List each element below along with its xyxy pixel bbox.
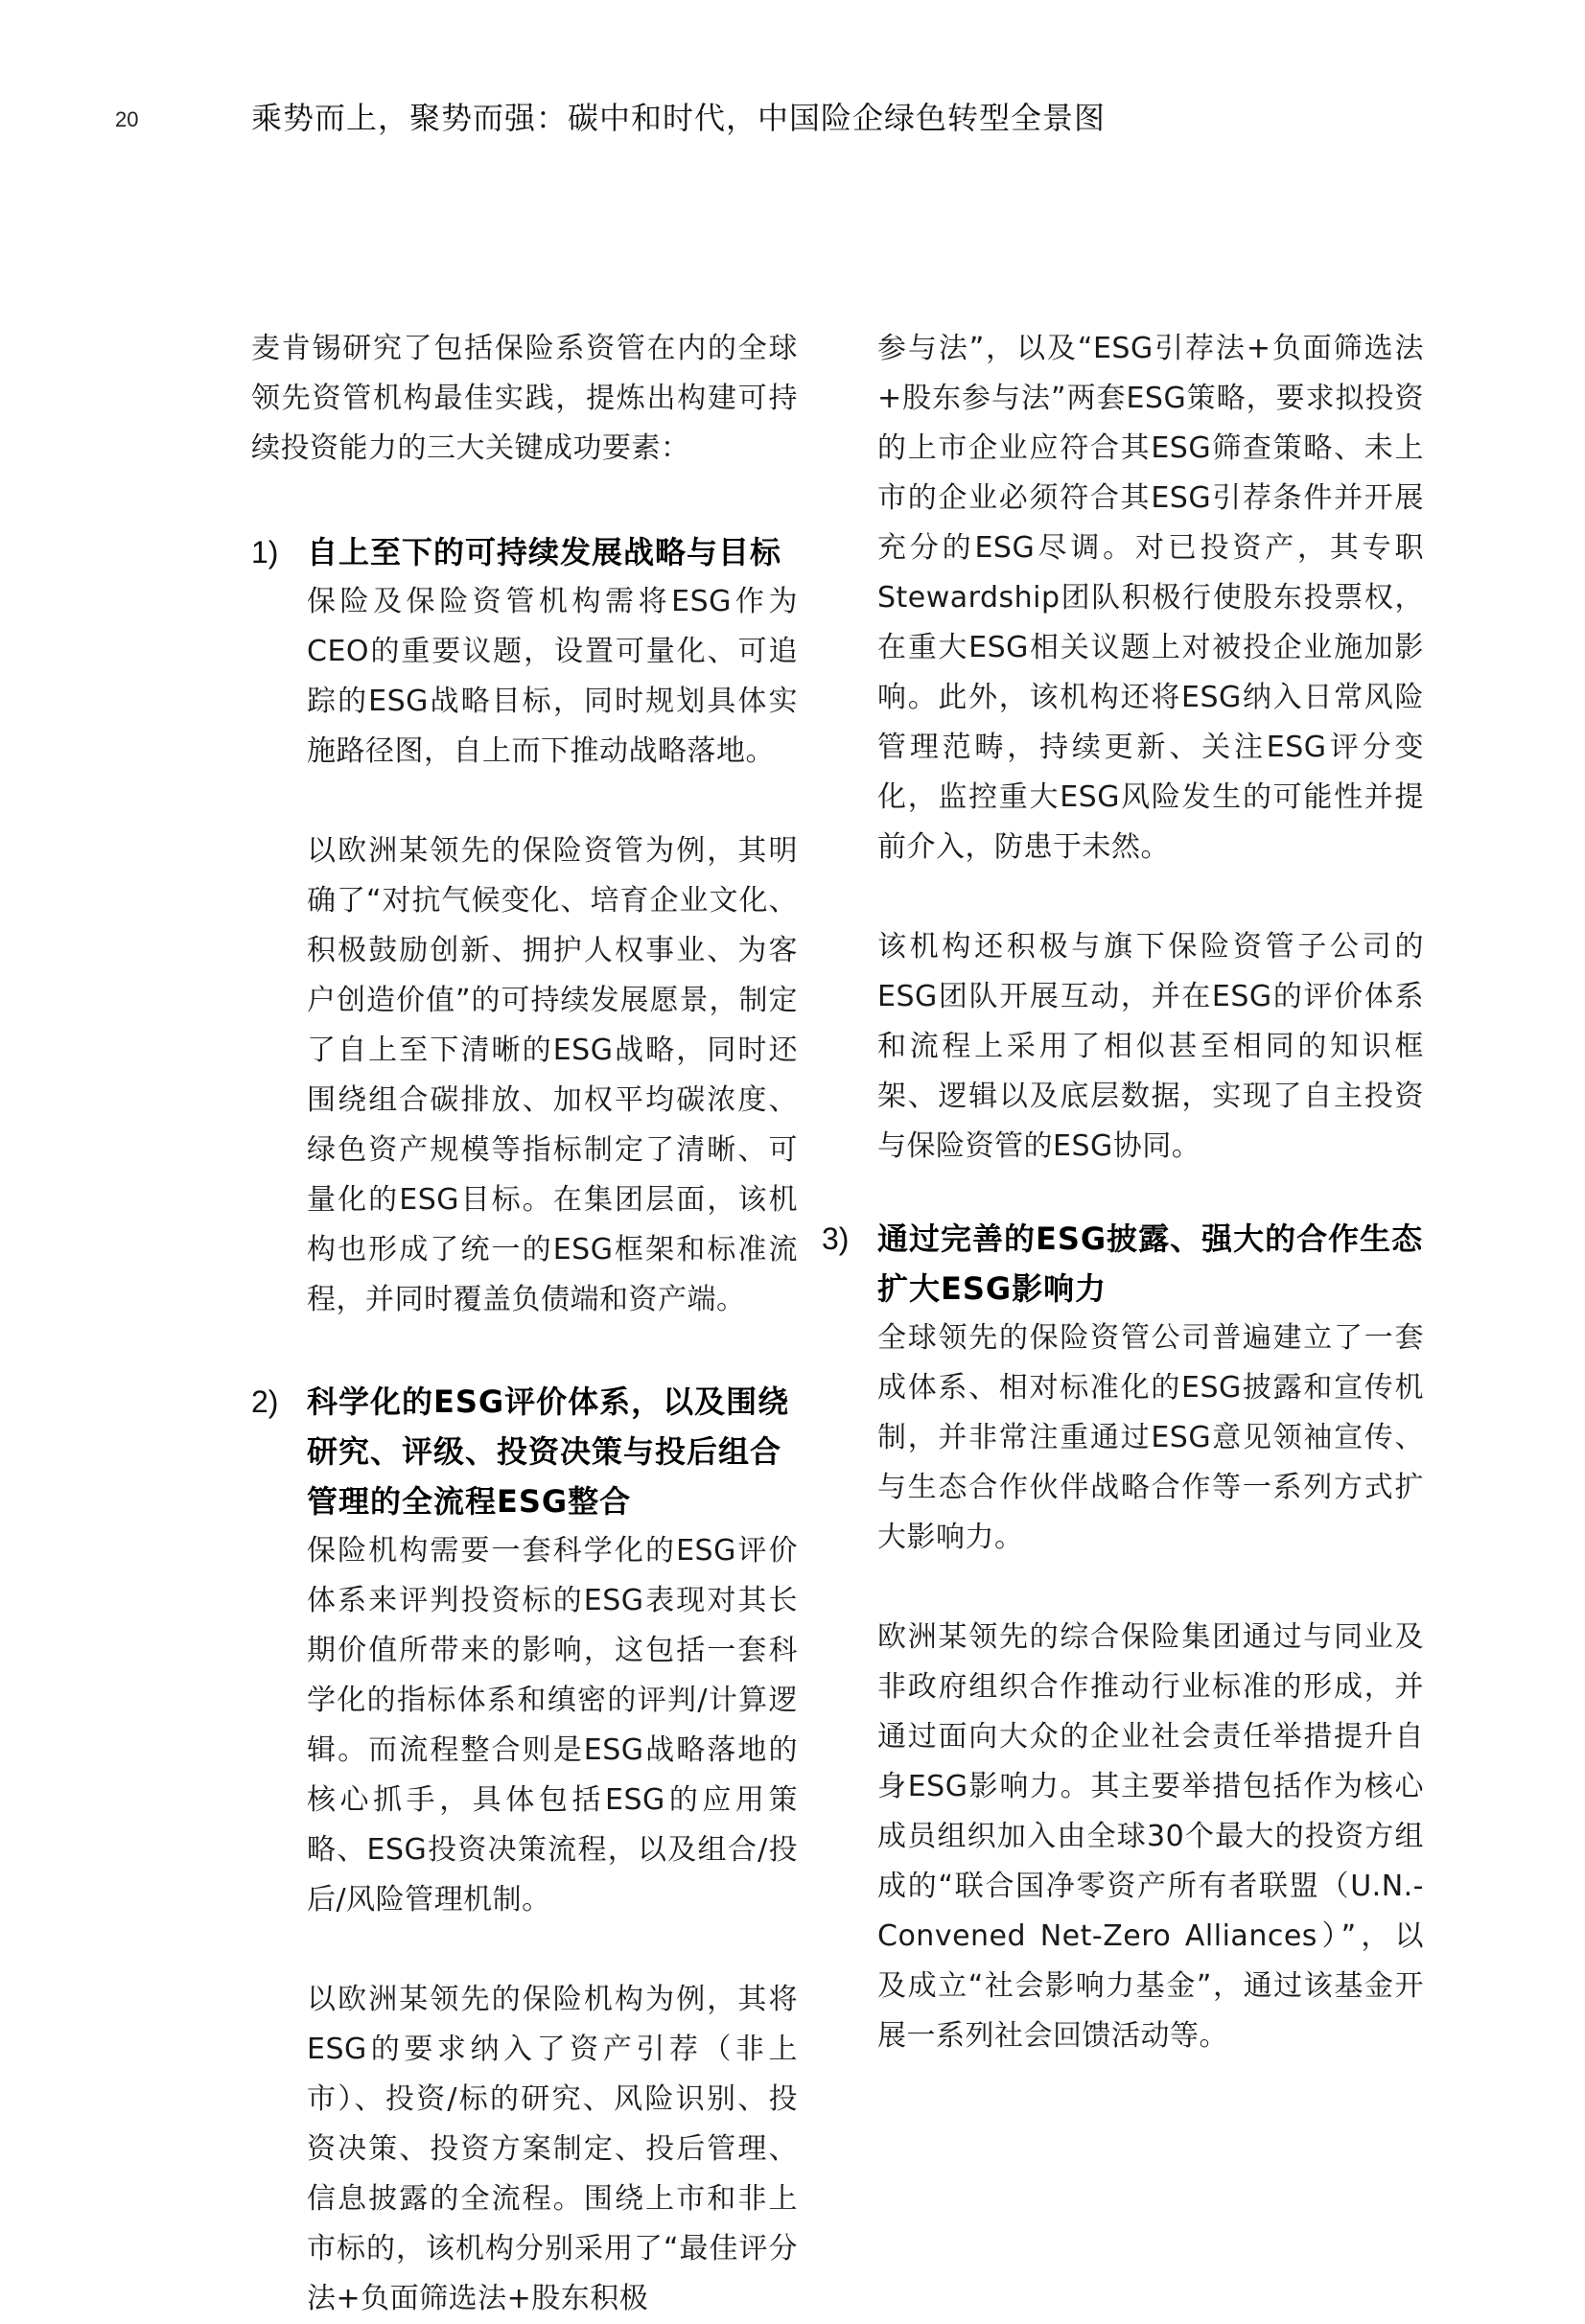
right-paragraph-1: 参与法”，以及“ESG引荐法+负面筛选法+股东参与法”两套ESG策略，要求拟投资的上市企业应符合其ESG筛查策略、未上市的企业必须符合其ESG引荐条件并开展充分的ESG尽调。对已投资产，其专职Stewardship团队积极行使股东投票权，在重大ESG相关议题上对被投企业施加影响。此外，该机构还将ESG纳入日常风险管理范畴，持续更新、关注ESG评分变化，监控重大ESG风险发生的可能性并提前介入，防患于未然。 bbox=[877, 332, 1424, 864]
section-2-number: 2) bbox=[251, 1384, 279, 1419]
section-2-paragraph-1: 保险机构需要一套科学化的ESG评价体系来评判投资标的ESG表现对其长期价值所带来的影响，这包括一套科学化的指标体系和缜密的评判/计算逻辑。而流程整合则是ESG战略落地的核心抓手，具体包括ESG的应用策略、ESG投资决策流程，以及组合/投后/风险管理机制。 bbox=[307, 1534, 798, 1917]
section-3-number: 3) bbox=[822, 1221, 850, 1256]
section-3-paragraph-1: 全球领先的保险资管公司普遍建立了一套成体系、相对标准化的ESG披露和宣传机制，并非常注重通过ESG意见领袖宣传、与生态合作伙伴战略合作等一系列方式扩大影响力。 bbox=[877, 1321, 1424, 1554]
section-2-heading bbox=[251, 1377, 798, 1526]
section-1-paragraph-2: 以欧洲某领先的保险资管为例，其明确了“对抗气候变化、培育企业文化、积极鼓励创新、拥护人权事业、为客户创造价值”的可持续发展愿景，制定了自上至下清晰的ESG战略，同时还围绕组合碳排放、加权平均碳浓度、绿色资产规模等指标制定了清晰、可量化的ESG目标。在集团层面，该机构也形成了统一的ESG框架和标准流程，并同时覆盖负债端和资产端。 bbox=[307, 834, 798, 1316]
section-3-paragraph-2: 欧洲某领先的综合保险集团通过与同业及非政府组织合作推动行业标准的形成，并通过面向大众的企业社会责任举措提升自身ESG影响力。其主要举措包括作为核心成员组织加入由全球30个最大的投资方组成的“联合国净零资产所有者联盟（U.N.-Convened Net-Zero Alliances）”，以及成立“社会影响力基金”，通过该基金开展一系列社会回馈活动等。 bbox=[877, 1620, 1424, 2053]
section-1-heading bbox=[251, 527, 798, 577]
intro-paragraph: 麦肯锡研究了包括保险系资管在内的全球领先资管机构最佳实践，提炼出构建可持续投资能力的三大关键成功要素： bbox=[251, 332, 798, 465]
right-paragraph-2: 该机构还积极与旗下保险资管子公司的ESG团队开展互动，并在ESG的评价体系和流程上采用了相似甚至相同的知识框架、逻辑以及底层数据，实现了自主投资与保险资管的ESG协同。 bbox=[877, 930, 1424, 1163]
right-column bbox=[822, 324, 1424, 2061]
section-2-title: 科学化的ESG评价体系，以及围绕研究、评级、投资决策与投后组合管理的全流程ESG整合 bbox=[307, 1383, 790, 1520]
section-2-paragraph-2: 以欧洲某领先的保险机构为例，其将ESG的要求纳入了资产引荐（非上市）、投资/标的研究、风险识别、投资决策、投资方案制定、投后管理、信息披露的全流程。围绕上市和非上市标的，该机构分别采用了“最佳评分法+负面筛选法+股东积极 bbox=[307, 1983, 798, 2315]
section-3-heading bbox=[822, 1214, 1424, 1313]
section-1-number: 1) bbox=[251, 535, 279, 569]
page-number: 20 bbox=[115, 107, 139, 131]
section-1-paragraph-1: 保险及保险资管机构需将ESG作为CEO的重要议题，设置可量化、可追踪的ESG战略目标，同时规划具体实施路径图，自上而下推动战略落地。 bbox=[307, 585, 798, 768]
running-title: 乘势而上，聚势而强：碳中和时代，中国险企绿色转型全景图 bbox=[251, 100, 1107, 136]
left-column bbox=[251, 324, 798, 2324]
section-3-title: 通过完善的ESG披露、强大的合作生态扩大ESG影响力 bbox=[877, 1220, 1424, 1307]
section-1-title: 自上至下的可持续发展战略与目标 bbox=[307, 534, 782, 570]
